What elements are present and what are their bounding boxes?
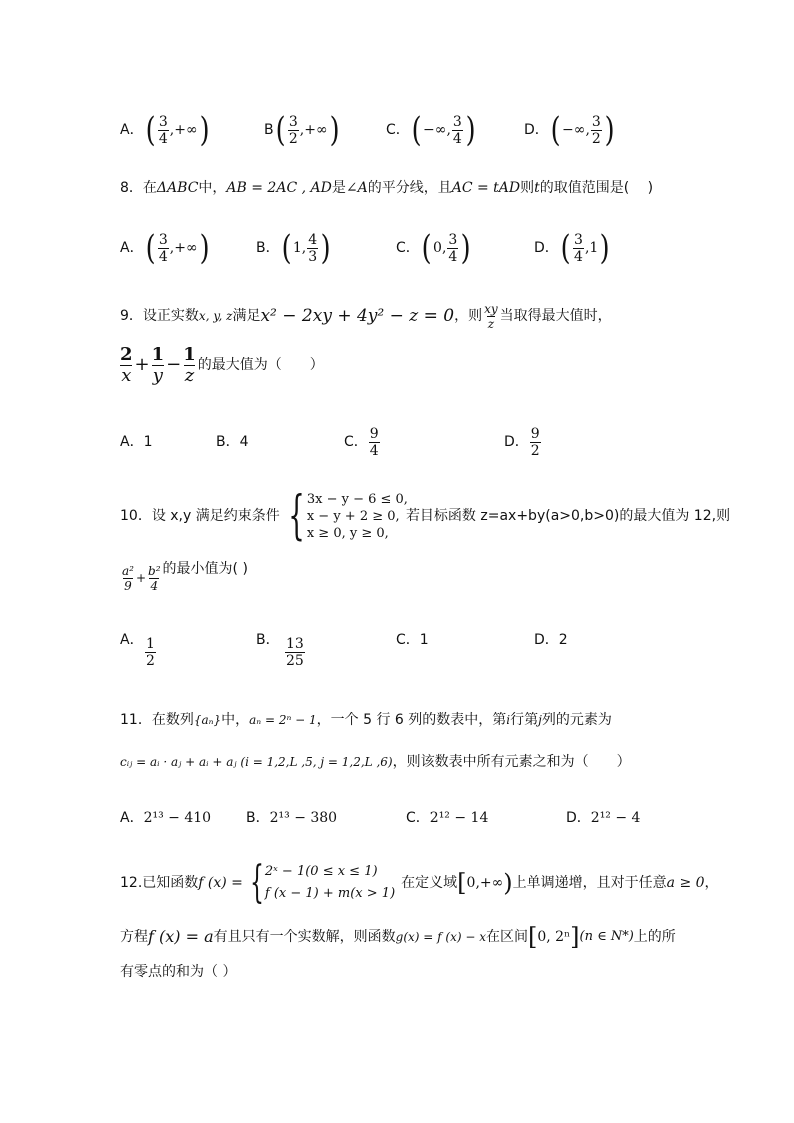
q7-option-c: C． ( −∞, $\frac{3}{4}$ ) bbox=[386, 110, 476, 150]
fraction: $\frac{xy}{z}$ bbox=[484, 301, 498, 331]
fraction: $\frac{3}{2}$ bbox=[288, 113, 298, 147]
fraction: $\frac{1}{2}$ bbox=[146, 636, 155, 669]
q9-option-b: B．4 bbox=[216, 434, 249, 450]
fraction: $\frac{9}{4}$ bbox=[369, 425, 379, 459]
q12-stem: 12.已知函数 f (x) = { 2ˣ − 1(0 ≤ x ≤ 1) f (x − 1) + m(x > 1) 在定义域 [ 0,+∞ ) 上单调递增，且对于任意 a ≥ 0 ， bbox=[120, 857, 719, 908]
q8-options bbox=[120, 228, 620, 268]
fraction: $\frac{3}{4}$ bbox=[158, 113, 168, 147]
fraction: $\frac{3}{4}$ bbox=[448, 231, 458, 265]
fraction: $\frac{3}{4}$ bbox=[452, 113, 462, 147]
q11-formula-line: cᵢⱼ = aᵢ · aⱼ + aᵢ + aⱼ (i = 1,2,L ,5, j = 1,2,L ,6)，则该数表中所有元素之和为（ ） bbox=[120, 754, 631, 770]
q11-option-b: B．2¹³ − 380 bbox=[246, 810, 338, 826]
q7-option-d: D． ( −∞, $\frac{3}{2}$ ) bbox=[524, 110, 615, 150]
q8-option-a: A． ( $\frac{3}{4}$ ,+∞ ) bbox=[120, 228, 210, 268]
q8-option-b: B． ( 1, $\frac{4}{3}$ ) bbox=[256, 228, 331, 268]
q10-option-d: D．2 bbox=[534, 632, 568, 648]
fraction: $\frac{4}{3}$ bbox=[308, 231, 318, 265]
fraction: $\frac{\text{a²}}{9}$ bbox=[122, 563, 134, 593]
q11-option-c: C．2¹² − 14 bbox=[406, 810, 489, 826]
q9-options bbox=[120, 420, 620, 464]
q9-option-a: A．1 bbox=[120, 434, 153, 450]
fraction: $\frac{9}{2}$ bbox=[530, 425, 540, 459]
q7-options bbox=[120, 110, 620, 150]
q10-option-c: C．1 bbox=[396, 632, 429, 648]
q10-option-a: A． $\frac{1}{2}$ bbox=[120, 632, 155, 669]
fraction: $\frac{2}{x}$ bbox=[120, 343, 133, 386]
fraction: $\frac{1}{z}$ bbox=[183, 343, 196, 386]
q11-option-d: D．2¹² − 4 bbox=[566, 810, 641, 826]
fraction: $\frac{13}{25}$ bbox=[286, 636, 304, 669]
q10-expression: $\frac{\text{a²}}{9}$ + $\frac{\text{b²}}{4}$ 的最小值为( ) bbox=[122, 561, 248, 593]
q9-expression: $\frac{2}{x}$ + $\frac{1}{y}$ − $\frac{1}{z}$ 的最大值为（ ） bbox=[120, 343, 324, 386]
q11-stem: 11．在数列{aₙ}中，aₙ = 2ⁿ − 1，一个 5 行 6 列的数表中，第i行第j列的元素为 bbox=[120, 712, 612, 728]
fraction: $\frac{3}{2}$ bbox=[591, 113, 601, 147]
q12-line2: 方程 f (x) = a 有且只有一个实数解，则函数 g(x) = f (x) − x 在区间 [ 0, 2ⁿ ] (n ∈ N*) 上的所 bbox=[120, 923, 676, 951]
q7-option-a: A． ( $\frac{3}{4}$ ,+∞ ) bbox=[120, 110, 210, 150]
q7-option-b: B ( $\frac{3}{2}$ ,+∞ ) bbox=[264, 110, 340, 150]
q9-option-d: D． $\frac{9}{2}$ bbox=[504, 425, 540, 459]
q8-stem: 8．在ΔABC中，AB = 2AC , AD是∠A的平分线，且AC = tAD则t的取值范围是( ) bbox=[120, 180, 654, 196]
q10-stem: 10．设 x,y 满足约束条件 { 3x − y − 6 ≤ 0, x − y + 2 ≥ 0, x ≥ 0, y ≥ 0, 若目标函数 z=ax+by(a>0,b>0)的最大值为 12,则 bbox=[120, 486, 731, 546]
q10-option-b: B． $\frac{13}{25}$ bbox=[256, 632, 304, 669]
q8-option-d: D． ( $\frac{3}{4}$ ,1 ) bbox=[534, 228, 610, 268]
q8-option-c: C． ( 0, $\frac{3}{4}$ ) bbox=[396, 228, 471, 268]
fraction: $\frac{3}{4}$ bbox=[158, 231, 168, 265]
constraint-system: 3x − y − 6 ≤ 0, x − y + 2 ≥ 0, x ≥ 0, y ≥ 0, bbox=[306, 491, 408, 541]
piecewise-definition: 2ˣ − 1(0 ≤ x ≤ 1) f (x − 1) + m(x > 1) bbox=[264, 864, 396, 901]
fraction: $\frac{\text{b²}}{4}$ bbox=[148, 563, 161, 593]
q11-option-a: A．2¹³ − 410 bbox=[120, 810, 212, 826]
q12-line3: 有零点的和为（ ） bbox=[120, 964, 237, 980]
q10-options bbox=[120, 630, 620, 680]
q9-option-c: C． $\frac{9}{4}$ bbox=[344, 425, 379, 459]
fraction: $\frac{1}{y}$ bbox=[151, 343, 165, 386]
q11-options bbox=[120, 808, 640, 830]
q9-stem: 9．设正实数 x, y, z 满足 x² − 2xy + 4y² − z = 0 ，则 $\frac{xy}{z}$ 当取得最大值时， bbox=[120, 301, 612, 331]
fraction: $\frac{3}{4}$ bbox=[574, 231, 583, 265]
